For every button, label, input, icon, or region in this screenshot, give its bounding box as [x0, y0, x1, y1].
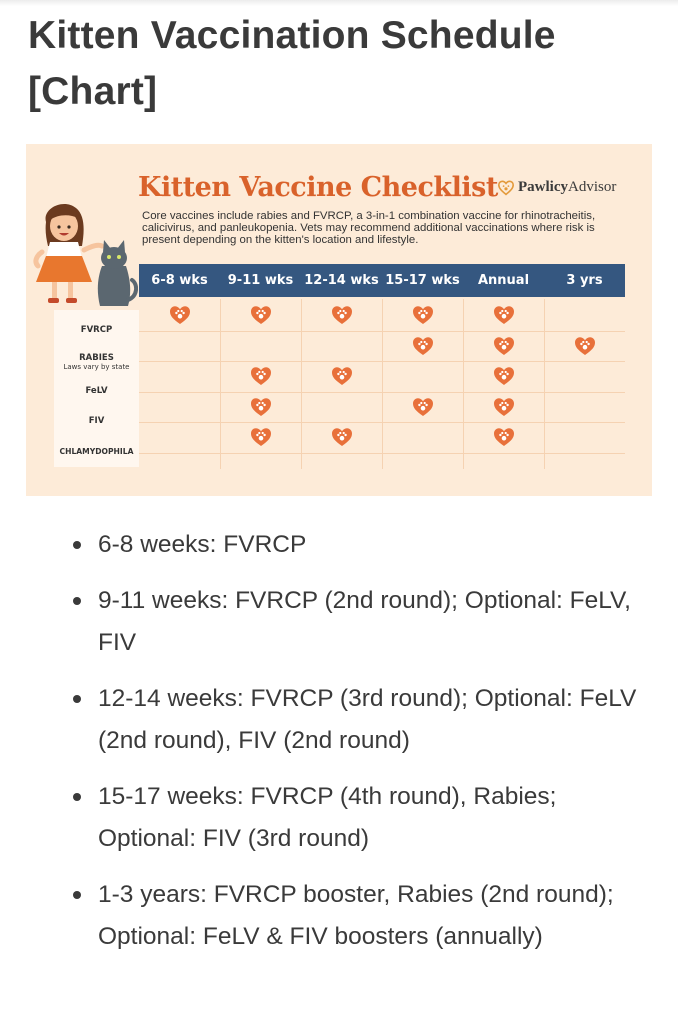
vaccine-mark-heart-icon — [493, 305, 515, 325]
column-header: 9-11 wks — [227, 273, 294, 288]
girl-with-cat-illustration — [28, 200, 138, 308]
infographic-description: Core vaccines include rabies and FVRCP, a 3-in-1 combination vaccine for rhinotracheitis, calicivirus, and panleukopenia. Vets may recommend additional vaccinations where risk is present depending on the kitten's location and lifestyle. — [142, 210, 596, 246]
vaccine-mark-heart-icon — [169, 305, 191, 325]
vaccine-mark-heart-icon — [331, 427, 353, 447]
row-label-fvrcp: FVRCP — [80, 325, 113, 335]
vaccine-mark-heart-icon — [250, 397, 272, 417]
vaccine-mark-heart-icon — [493, 427, 515, 447]
column-header: Annual — [477, 273, 530, 288]
row-label-rabies: RABIES — [79, 353, 114, 363]
column-header: 15-17 wks — [385, 273, 460, 288]
list-item: 12-14 weeks: FVRCP (3rd round); Optional: FeLV (2nd round), FIV (2nd round) — [70, 678, 660, 762]
vaccine-mark-heart-icon — [331, 366, 353, 386]
row-label-chlamydophila: CHLAMYDOPHILA — [59, 447, 134, 456]
vaccine-mark-heart-icon — [250, 427, 272, 447]
list-item: 15-17 weeks: FVRCP (4th round), Rabies; Optional: FIV (3rd round) — [70, 776, 660, 860]
vaccine-mark-heart-icon — [493, 397, 515, 417]
schedule-list — [70, 524, 660, 972]
list-item: 6-8 weeks: FVRCP — [70, 524, 660, 566]
schedule-table-header — [139, 264, 625, 297]
vaccine-checklist-infographic — [26, 144, 652, 496]
row-label-rabies-group — [54, 350, 139, 374]
list-item: 9-11 weeks: FVRCP (2nd round); Optional: FeLV, FIV — [70, 580, 660, 664]
row-label-fiv: FIV — [88, 416, 105, 426]
column-header: 3 yrs — [566, 273, 603, 288]
vaccine-mark-heart-icon — [493, 366, 515, 386]
grid-line — [220, 299, 221, 469]
row-label-rabies-note: Laws vary by state — [63, 363, 130, 371]
vaccine-mark-heart-icon — [250, 366, 272, 386]
grid-line — [463, 299, 464, 469]
grid-line — [544, 299, 545, 469]
paw-heart-logo-icon — [498, 180, 514, 196]
page-title: Kitten Vaccination Schedule [Chart] — [28, 14, 556, 113]
grid-line — [382, 299, 383, 469]
row-label-felv: FeLV — [85, 386, 108, 396]
vaccine-mark-heart-icon — [574, 336, 596, 356]
vaccine-mark-heart-icon — [412, 336, 434, 356]
vaccine-mark-heart-icon — [250, 305, 272, 325]
infographic-title: Kitten Vaccine Checklist — [138, 172, 498, 203]
column-header: 12-14 wks — [304, 273, 379, 288]
vaccine-grid — [139, 299, 625, 469]
row-labels-column — [54, 310, 139, 467]
brand-logo-group — [498, 179, 616, 196]
grid-line — [301, 299, 302, 469]
brand-name-bold: Pawlicy — [518, 179, 568, 195]
vaccine-mark-heart-icon — [412, 305, 434, 325]
vaccine-mark-heart-icon — [412, 397, 434, 417]
vaccine-mark-heart-icon — [493, 336, 515, 356]
list-item: 1-3 years: FVRCP booster, Rabies (2nd round); Optional: FeLV & FIV boosters (annually) — [70, 874, 660, 958]
column-header: 6-8 wks — [151, 273, 208, 288]
brand-name-regular: Advisor — [568, 179, 617, 195]
vaccine-mark-heart-icon — [331, 305, 353, 325]
top-shadow-bar — [0, 0, 678, 6]
